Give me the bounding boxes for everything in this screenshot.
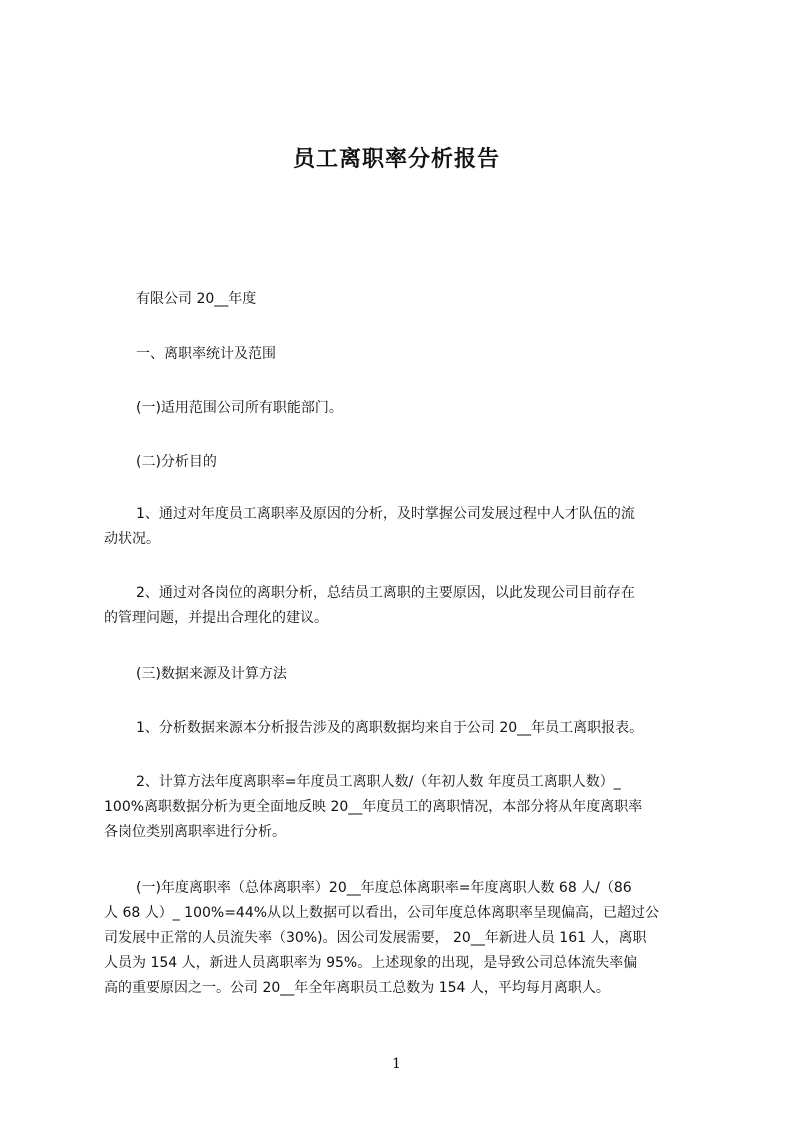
purpose-heading: (二)分析目的 <box>136 454 217 470</box>
paragraph-line: 2、计算方法年度离职率=年度员工离职人数/（年初人数 年度员工离职人数）_ <box>136 774 621 790</box>
data-source-heading: (三)数据来源及计算方法 <box>136 666 287 682</box>
purpose-paragraph-2 <box>104 581 704 631</box>
paragraph-line: 人员为 154 人，新进人员离职率为 95%。上述现象的出现，是导致公司总体流失率偏 <box>104 955 638 971</box>
data-source-paragraph: 1、分析数据来源本分析报告涉及的离职数据均来自于公司 20__年员工离职报表。 <box>136 720 644 736</box>
paragraph-line: 高的重要原因之一。公司 20__年全年离职员工总数为 154 人，平均每月离职人。 <box>104 980 610 996</box>
section-heading: 一、离职率统计及范围 <box>136 346 276 362</box>
paragraph-line: 人 68 人）_ 100%=44%从以上数据可以看出，公司年度总体离职率呈现偏高，已超过公 <box>104 905 660 921</box>
paragraph-line: 动状况。 <box>104 531 160 547</box>
paragraph-line: 2、通过对各岗位的离职分析，总结员工离职的主要原因，以此发现公司目前存在 <box>136 585 635 601</box>
page-number: 1 <box>392 1056 401 1072</box>
company-year-line: 有限公司 20__年度 <box>136 291 257 307</box>
paragraph-line: 司发展中正常的人员流失率（30%)。因公司发展需要， 20__年新进人员 161 人，离职 <box>104 930 647 946</box>
paragraph-line: 的管理问题，并提出合理化的建议。 <box>104 610 328 626</box>
paragraph-line: 100%离职数据分析为更全面地反映 20__年度员工的离职情况，本部分将从年度离职率 <box>104 799 643 815</box>
scope-paragraph: (一)适用范围公司所有职能部门。 <box>136 400 343 416</box>
paragraph-line: 各岗位类别离职率进行分析。 <box>104 824 286 840</box>
paragraph-line: (一)年度离职率（总体离职率）20__年度总体离职率=年度离职人数 68 人/（86 <box>136 880 632 896</box>
calc-method-paragraph <box>104 770 704 845</box>
annual-rate-paragraph <box>104 876 704 1001</box>
page-title: 员工离职率分析报告 <box>292 147 500 172</box>
paragraph-line: 1、通过对年度员工离职率及原因的分析，及时掌握公司发展过程中人才队伍的流 <box>136 506 635 522</box>
purpose-paragraph-1 <box>104 502 704 552</box>
